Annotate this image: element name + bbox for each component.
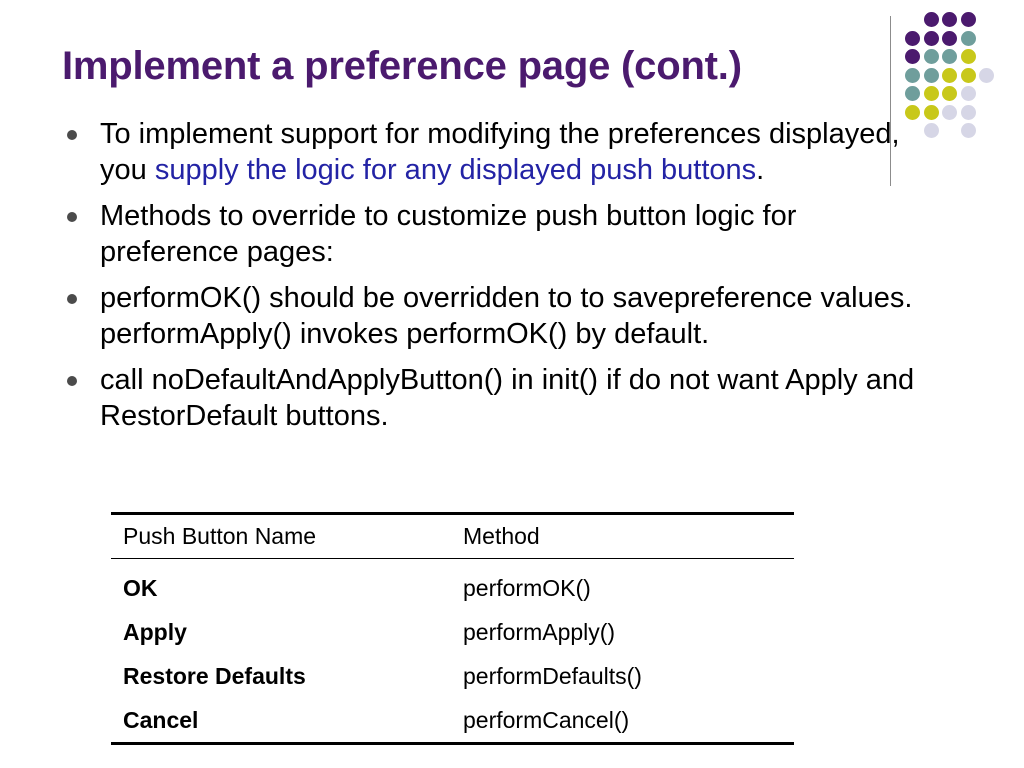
method-cell: performApply() (463, 618, 616, 645)
slide-title: Implement a preference page (cont.) (62, 44, 742, 88)
decorative-dot (942, 31, 957, 46)
decorative-dot (905, 31, 920, 46)
decorative-dot (961, 123, 976, 138)
bullet-text: To implement support for modifying the preferences displayed, you (100, 118, 900, 186)
decorative-dot (961, 12, 976, 27)
bullet-marker (67, 130, 77, 140)
table-row (111, 610, 794, 654)
bullet-item (62, 198, 942, 270)
bullet-marker (67, 212, 77, 222)
decorative-dot (924, 68, 939, 83)
decorative-dot (961, 68, 976, 83)
decorative-dot (942, 12, 957, 27)
decorative-dot (961, 105, 976, 120)
decorative-dot (924, 86, 939, 101)
decorative-dot (924, 49, 939, 64)
decorative-dot (942, 86, 957, 101)
decorative-dot (942, 105, 957, 120)
bullet-item (62, 116, 942, 188)
bullet-list (62, 116, 942, 444)
bullet-marker (67, 294, 77, 304)
button-name-cell: Cancel (111, 698, 451, 744)
decorative-dot (961, 31, 976, 46)
decorative-dot (905, 49, 920, 64)
decorative-dot (961, 86, 976, 101)
decorative-dot (979, 68, 994, 83)
method-cell: performDefaults() (463, 662, 642, 689)
bullet-item (62, 280, 942, 352)
bullet-text: call noDefaultAndApplyButton() in init() if do not want Apply and RestorDefault buttons. (100, 364, 915, 432)
table-header-row (111, 514, 794, 559)
decorative-dot (924, 12, 939, 27)
column-header-name: Push Button Name (111, 514, 451, 559)
bullet-text: performOK() should be overridden to to savepreference values. performApply() invokes performOK() by default. (100, 282, 913, 350)
bullet-marker (67, 376, 77, 386)
push-button-method-table (111, 512, 794, 745)
decorative-dot (905, 86, 920, 101)
bullet-text: Methods to override to customize push button logic for preference pages: (100, 200, 797, 268)
button-name-cell: Restore Defaults (123, 662, 306, 689)
button-name-cell: Apply (123, 618, 187, 645)
decorative-dot (961, 49, 976, 64)
bullet-item (62, 362, 942, 434)
bullet-text-end: . (756, 154, 765, 186)
table-row (111, 559, 794, 611)
decorative-dot (942, 49, 957, 64)
table-row (111, 654, 794, 698)
method-cell: performCancel() (451, 698, 794, 744)
decorative-dot (924, 31, 939, 46)
method-cell: performOK() (463, 574, 591, 601)
decorative-dot (942, 68, 957, 83)
bullet-highlight: supply the logic for any displayed push buttons (154, 154, 757, 186)
column-header-method: Method (451, 514, 794, 559)
button-name-cell: OK (123, 574, 158, 601)
table-row (111, 698, 794, 744)
decorative-dot (905, 68, 920, 83)
